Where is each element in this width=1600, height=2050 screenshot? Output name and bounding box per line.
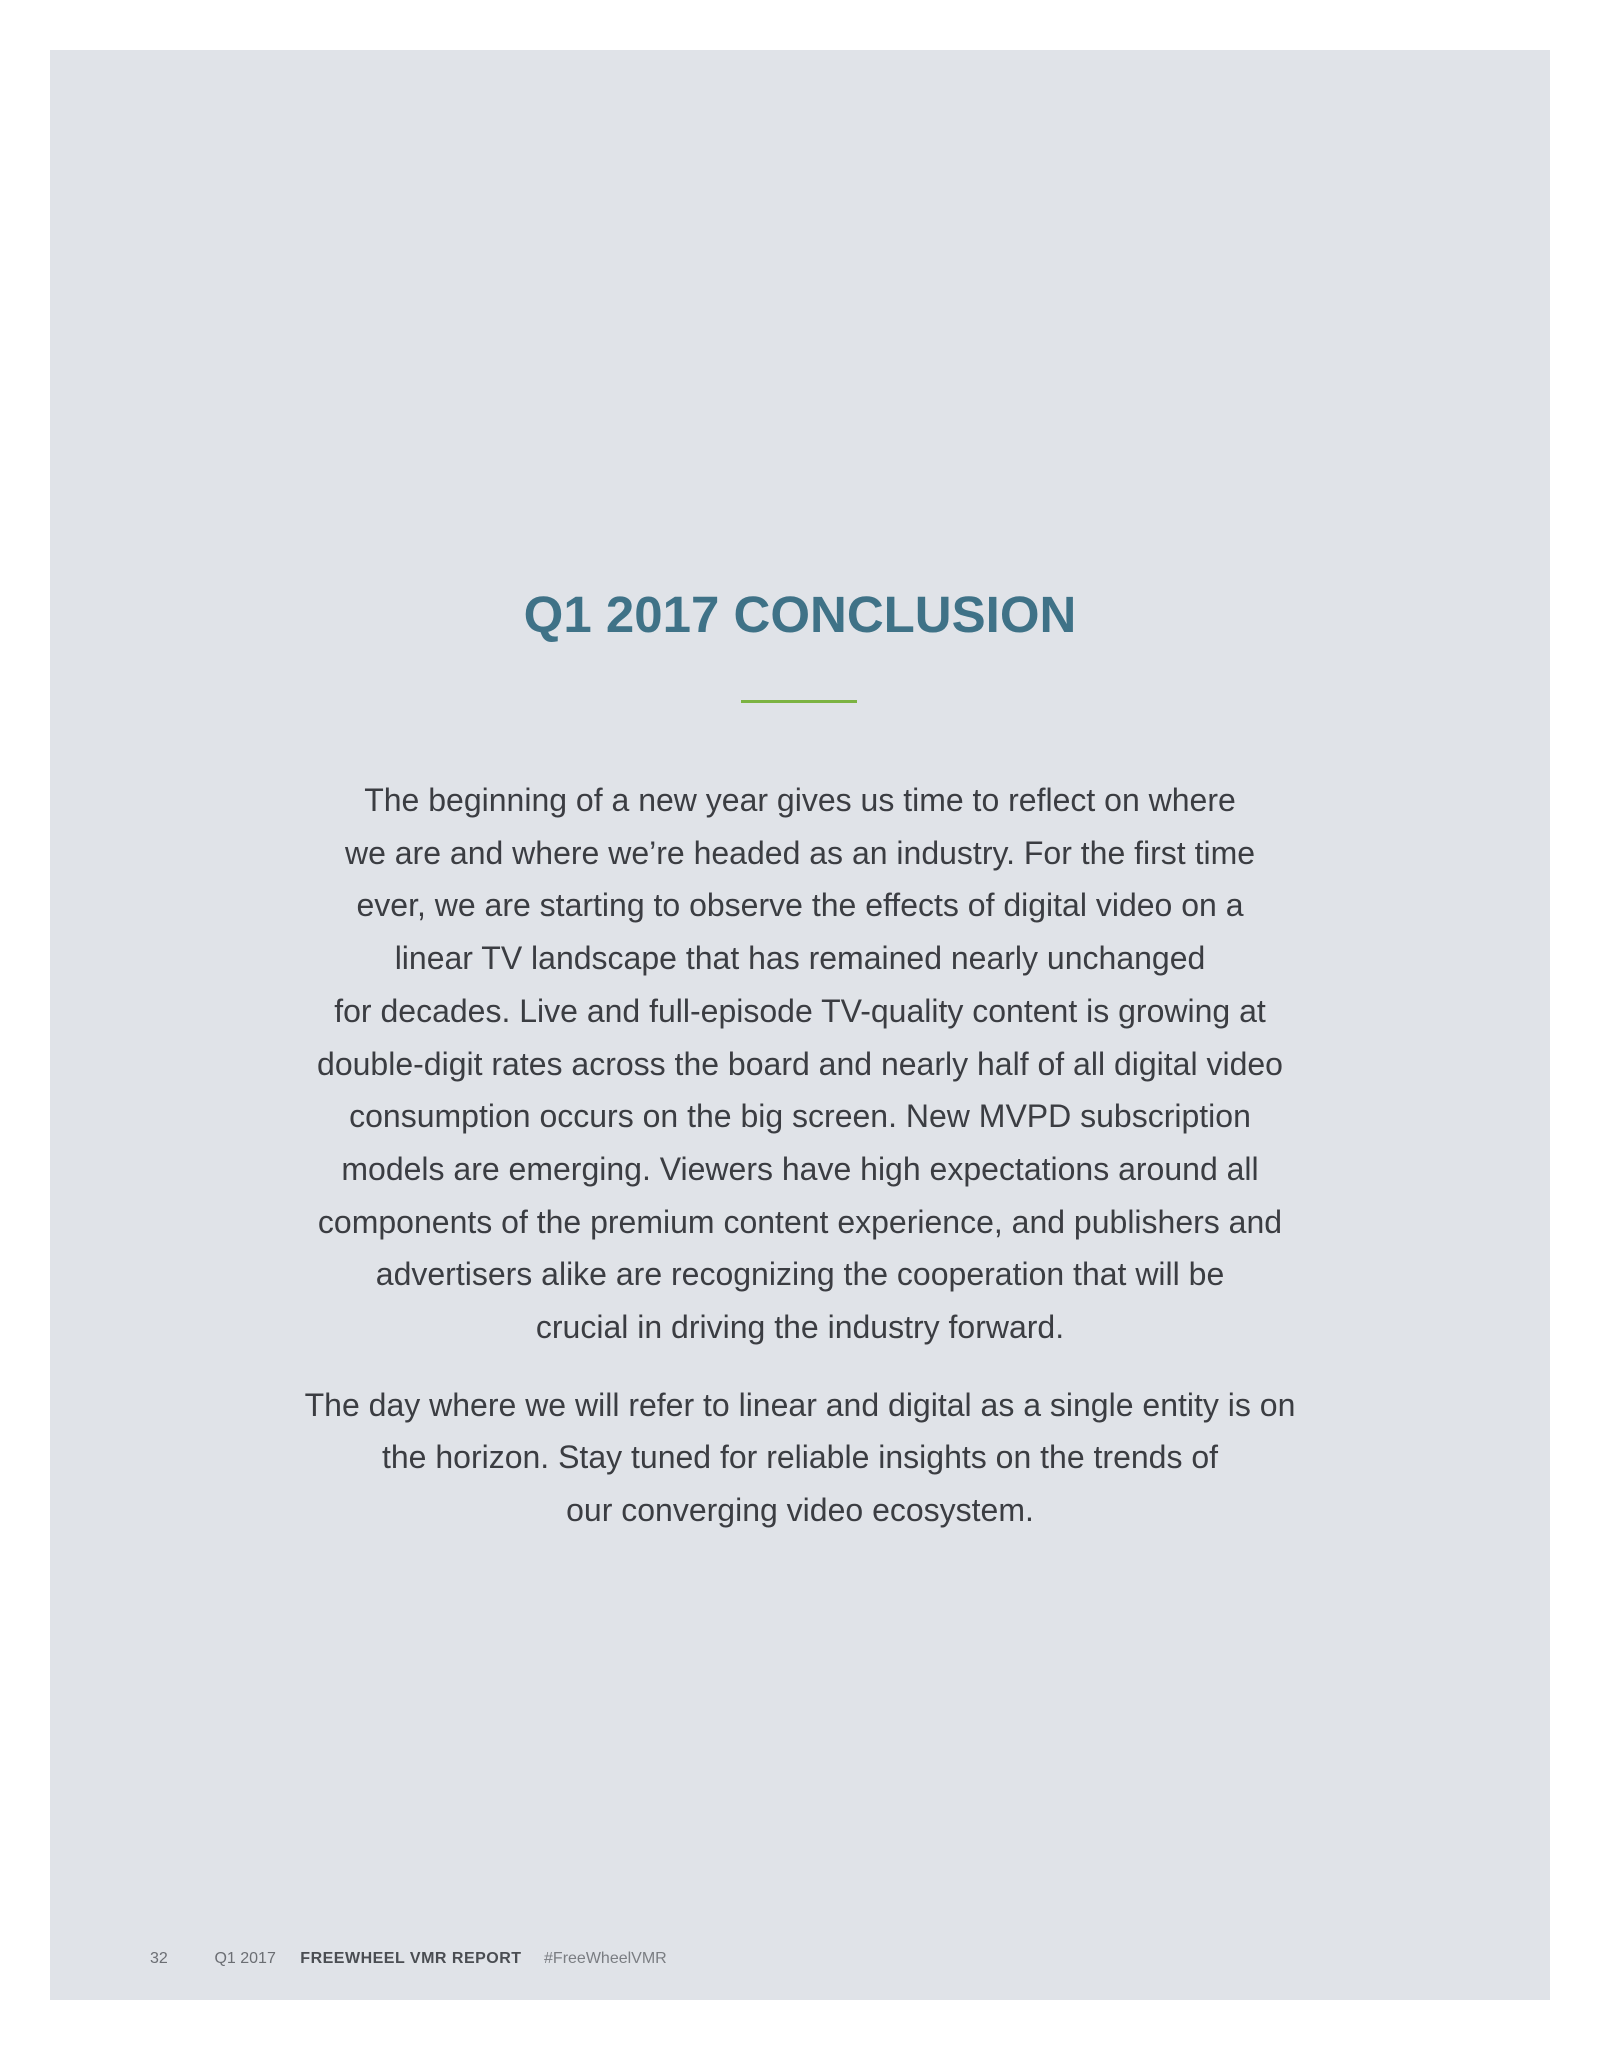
paragraph-line: advertisers alike are recognizing the cooperation that will be: [375, 1256, 1225, 1293]
footer-quarter: Q1 2017: [214, 1950, 276, 1967]
paragraph-line: the horizon. Stay tuned for reliable insights on the trends of: [381, 1439, 1219, 1476]
conclusion-body: [290, 774, 1310, 1537]
page-number: 32: [150, 1950, 168, 1967]
paragraph-line: The day where we will refer to linear and digital as a single entity is on: [304, 1386, 1296, 1423]
paragraph-line: our converging video ecosystem.: [566, 1492, 1034, 1529]
paragraph-line: components of the premium content experience, and publishers and: [317, 1203, 1283, 1240]
report-page: [50, 50, 1550, 2000]
footer-hashtag: #FreeWheelVMR: [544, 1950, 667, 1967]
title-divider: [741, 700, 857, 703]
page-footer: [150, 1950, 667, 1974]
paragraph-line: for decades. Live and full-episode TV-quality content is growing at: [334, 992, 1266, 1029]
paragraph-line: models are emerging. Viewers have high expectations around all: [341, 1150, 1259, 1187]
paragraph-line: we are and where we’re headed as an industry. For the first time: [344, 834, 1256, 871]
page-title: Q1 2017 CONCLUSION: [523, 586, 1077, 643]
paragraph-line: consumption occurs on the big screen. New MVPD subscription: [349, 1098, 1251, 1135]
paragraph-line: ever, we are starting to observe the effects of digital video on a: [356, 887, 1244, 924]
footer-report-name: FREEWHEEL VMR REPORT: [300, 1950, 522, 1967]
conclusion-paragraph-2: [290, 1379, 1310, 1537]
paragraph-line: linear TV landscape that has remained nearly unchanged: [394, 940, 1206, 977]
paragraph-line: The beginning of a new year gives us time to reflect on where: [364, 782, 1236, 818]
conclusion-paragraph-1: [290, 774, 1310, 1354]
paragraph-line: crucial in driving the industry forward.: [535, 1309, 1065, 1346]
paragraph-line: double-digit rates across the board and nearly half of all digital video: [317, 1045, 1283, 1082]
